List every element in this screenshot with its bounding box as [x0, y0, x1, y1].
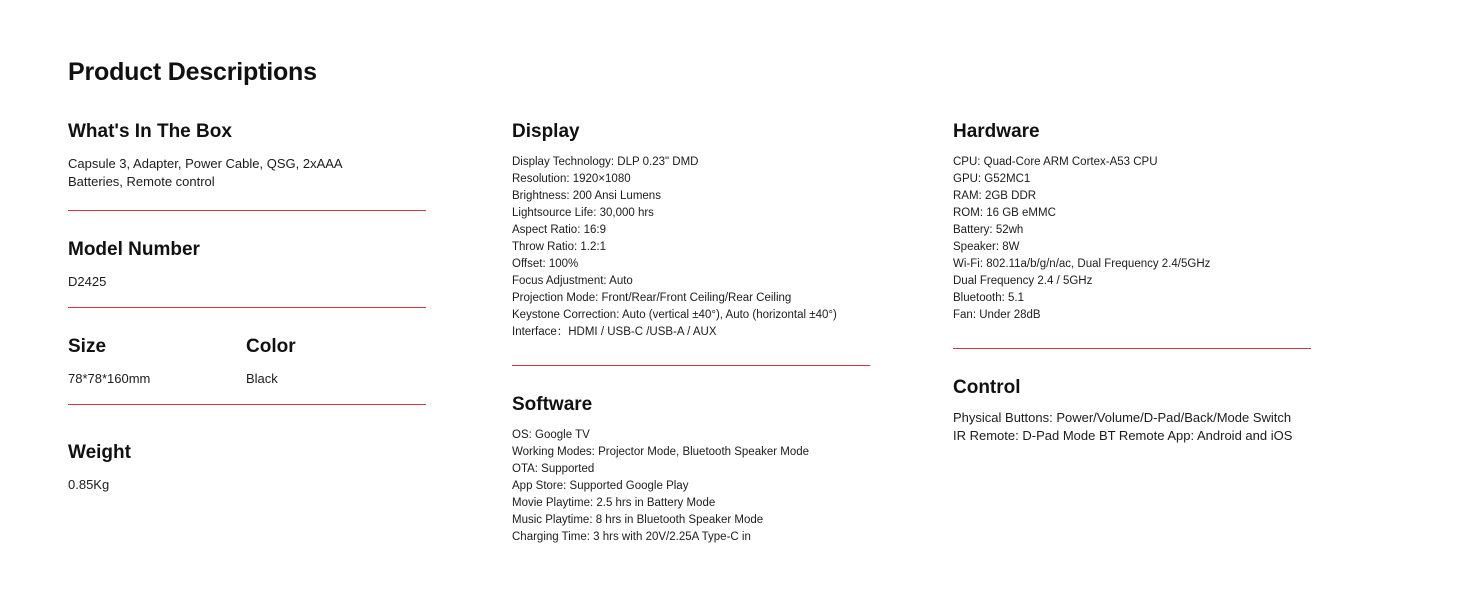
spec-line: Projection Mode: Front/Rear/Front Ceiling/Rear Ceiling [512, 292, 792, 304]
divider [953, 348, 1311, 349]
section-size-color [68, 335, 426, 388]
spec-line: CPU: Quad-Core ARM Cortex-A53 CPU [953, 156, 1158, 168]
weight-value: 0.85Kg [68, 477, 110, 492]
spec-line: OTA: Supported [512, 463, 595, 475]
spec-line: Bluetooth: 5.1 [953, 292, 1024, 304]
spec-line: Charging Time: 3 hrs with 20V/2.25A Type-C in [512, 531, 751, 543]
section-control [953, 376, 1311, 445]
spec-line: Dual Frequency 2.4 / 5GHz [953, 275, 1093, 287]
software-spec-list [512, 427, 870, 546]
size-value: 78*78*160mm [68, 371, 151, 386]
spec-line: RAM: 2GB DDR [953, 190, 1037, 202]
section-title-display: Display [512, 121, 580, 142]
section-title-hardware: Hardware [953, 121, 1040, 142]
section-title-box: What's In The Box [68, 121, 232, 142]
section-title-weight: Weight [68, 442, 131, 463]
box-contents-text: Capsule 3, Adapter, Power Cable, QSG, 2xAAA Batteries, Remote control [68, 156, 342, 189]
column-left [68, 120, 426, 494]
spec-line: Brightness: 200 Ansi Lumens [512, 190, 661, 202]
color-value: Black [246, 371, 278, 386]
section-color [246, 335, 424, 388]
display-spec-list [512, 154, 870, 341]
divider [68, 210, 426, 211]
spec-line: Offset: 100% [512, 258, 579, 270]
section-box [68, 120, 426, 191]
spec-line: ROM: 16 GB eMMC [953, 207, 1056, 219]
spec-line: Physical Buttons: Power/Volume/D-Pad/Back/Mode Switch [953, 410, 1292, 425]
spec-line: Music Playtime: 8 hrs in Bluetooth Speaker Mode [512, 514, 764, 526]
spec-line: Resolution: 1920×1080 [512, 173, 631, 185]
section-size [68, 335, 246, 388]
spec-line: Movie Playtime: 2.5 hrs in Battery Mode [512, 497, 716, 509]
section-title-control: Control [953, 377, 1021, 398]
spec-line: Display Technology: DLP 0.23" DMD [512, 156, 699, 168]
section-title-software: Software [512, 394, 593, 415]
column-right [953, 120, 1311, 445]
page-title: Product Descriptions [68, 58, 317, 86]
spec-line: Working Modes: Projector Mode, Bluetooth Speaker Mode [512, 446, 810, 458]
spec-line: GPU: G52MC1 [953, 173, 1031, 185]
section-weight [68, 441, 426, 494]
spec-line: IR Remote: D-Pad Mode BT Remote App: Android and iOS [953, 428, 1293, 443]
section-model [68, 238, 426, 291]
spec-line: Focus Adjustment: Auto [512, 275, 633, 287]
section-title-size: Size [68, 336, 107, 357]
spec-line: Lightsource Life: 30,000 hrs [512, 207, 654, 219]
spec-line: Fan: Under 28dB [953, 309, 1041, 321]
divider [68, 404, 426, 405]
spec-line: Speaker: 8W [953, 241, 1020, 253]
spec-line: App Store: Supported Google Play [512, 480, 689, 492]
divider [68, 307, 426, 308]
spec-line: Throw Ratio: 1.2:1 [512, 241, 606, 253]
control-spec-list [953, 409, 1311, 445]
spec-line: Wi-Fi: 802.11a/b/g/n/ac, Dual Frequency 2.4/5GHz [953, 258, 1211, 270]
column-middle [512, 120, 870, 546]
section-hardware [953, 120, 1311, 324]
section-display [512, 120, 870, 341]
section-title-color: Color [246, 336, 296, 357]
spec-line: Battery: 52wh [953, 224, 1024, 236]
spec-line: Keystone Correction: Auto (vertical ±40°), Auto (horizontal ±40°) [512, 309, 837, 321]
section-software [512, 393, 870, 546]
spec-line: Interface：HDMI / USB-C /USB-A / AUX [512, 326, 717, 338]
hardware-spec-list [953, 154, 1311, 324]
spec-line: OS: Google TV [512, 429, 590, 441]
section-title-model: Model Number [68, 239, 200, 260]
divider [512, 365, 870, 366]
spec-line: Aspect Ratio: 16:9 [512, 224, 606, 236]
model-number-value: D2425 [68, 274, 107, 289]
